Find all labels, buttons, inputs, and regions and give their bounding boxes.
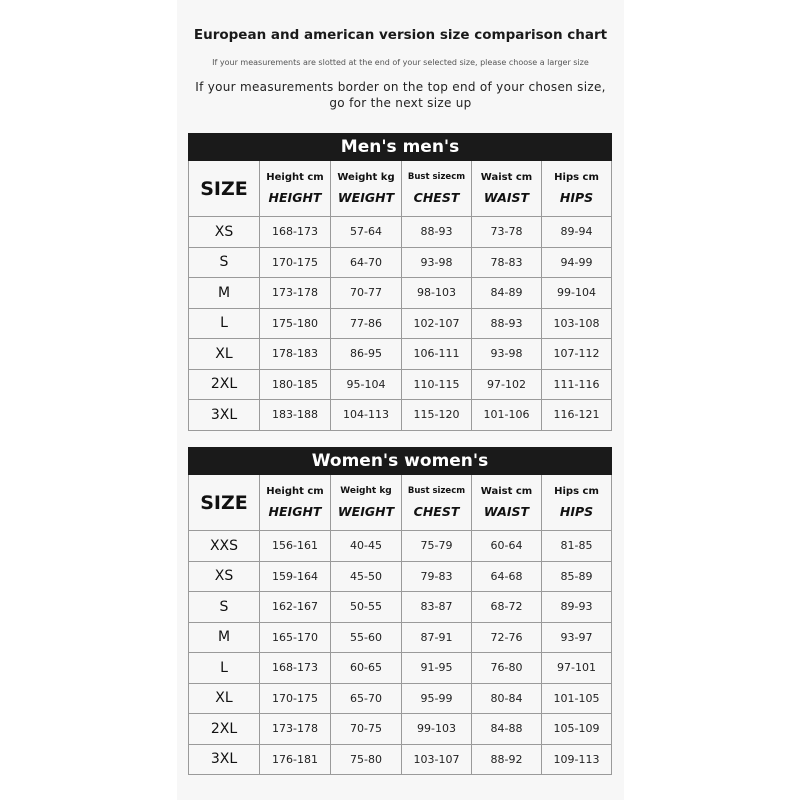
table-row	[189, 531, 612, 562]
women-table-body	[189, 531, 612, 775]
table-row	[189, 339, 612, 370]
size-cell: S	[189, 592, 260, 623]
table-cell: 64-70	[331, 247, 402, 278]
men-table-body	[189, 217, 612, 431]
table-cell: 89-93	[542, 592, 612, 623]
size-cell: 3XL	[189, 400, 260, 431]
table-cell: 178-183	[260, 339, 331, 370]
women-size-table	[188, 447, 612, 775]
size-advice-line1: If your measurements border on the top end of your chosen size,	[195, 80, 606, 94]
table-cell: 175-180	[260, 308, 331, 339]
size-advice	[177, 79, 624, 111]
table-cell: 115-120	[402, 400, 472, 431]
men-table-title: Men's men's	[189, 134, 612, 161]
size-cell: M	[189, 278, 260, 309]
table-row	[189, 278, 612, 309]
table-cell: 91-95	[402, 653, 472, 684]
table-cell: 95-104	[331, 369, 402, 400]
table-row	[189, 653, 612, 684]
table-cell: 99-103	[402, 714, 472, 745]
women-table-title: Women's women's	[189, 448, 612, 475]
table-cell: 180-185	[260, 369, 331, 400]
table-cell: 70-75	[331, 714, 402, 745]
size-cell: M	[189, 622, 260, 653]
table-cell: 88-93	[472, 308, 542, 339]
table-cell: 103-108	[542, 308, 612, 339]
size-header: SIZE	[189, 475, 260, 531]
table-cell: 79-83	[402, 561, 472, 592]
chest-header: Bust sizecm CHEST	[402, 161, 472, 217]
table-cell: 101-106	[472, 400, 542, 431]
size-cell: XS	[189, 217, 260, 248]
chest-header: Bust sizecm CHEST	[402, 475, 472, 531]
table-cell: 83-87	[402, 592, 472, 623]
table-cell: 72-76	[472, 622, 542, 653]
size-header: SIZE	[189, 161, 260, 217]
table-row	[189, 217, 612, 248]
table-cell: 70-77	[331, 278, 402, 309]
table-cell: 77-86	[331, 308, 402, 339]
table-cell: 104-113	[331, 400, 402, 431]
table-cell: 40-45	[331, 531, 402, 562]
table-cell: 86-95	[331, 339, 402, 370]
table-row	[189, 683, 612, 714]
table-cell: 111-116	[542, 369, 612, 400]
table-cell: 60-64	[472, 531, 542, 562]
table-cell: 95-99	[402, 683, 472, 714]
size-advice-line2: go for the next size up	[329, 96, 472, 110]
table-cell: 76-80	[472, 653, 542, 684]
table-cell: 170-175	[260, 247, 331, 278]
table-cell: 89-94	[542, 217, 612, 248]
men-header-row	[189, 161, 612, 217]
table-row	[189, 714, 612, 745]
table-cell: 103-107	[402, 744, 472, 775]
women-header-row	[189, 475, 612, 531]
waist-header: Waist cm WAIST	[472, 161, 542, 217]
table-cell: 106-111	[402, 339, 472, 370]
table-row	[189, 369, 612, 400]
size-cell: 2XL	[189, 714, 260, 745]
size-cell: S	[189, 247, 260, 278]
table-row	[189, 308, 612, 339]
table-cell: 107-112	[542, 339, 612, 370]
table-cell: 156-161	[260, 531, 331, 562]
size-cell: L	[189, 308, 260, 339]
size-cell: XXS	[189, 531, 260, 562]
size-cell: XL	[189, 683, 260, 714]
table-cell: 99-104	[542, 278, 612, 309]
table-cell: 75-79	[402, 531, 472, 562]
table-cell: 85-89	[542, 561, 612, 592]
table-row	[189, 561, 612, 592]
table-row	[189, 622, 612, 653]
height-header: Height cm HEIGHT	[260, 475, 331, 531]
table-cell: 94-99	[542, 247, 612, 278]
table-row	[189, 744, 612, 775]
size-note: If your measurements are slotted at the end of your selected size, please choose a larger size	[212, 58, 589, 67]
hips-header: Hips cm HIPS	[542, 475, 612, 531]
table-cell: 64-68	[472, 561, 542, 592]
table-cell: 87-91	[402, 622, 472, 653]
weight-header: Weight kg WEIGHT	[331, 475, 402, 531]
table-cell: 109-113	[542, 744, 612, 775]
table-cell: 65-70	[331, 683, 402, 714]
size-cell: L	[189, 653, 260, 684]
table-cell: 97-102	[472, 369, 542, 400]
table-cell: 93-98	[402, 247, 472, 278]
table-cell: 170-175	[260, 683, 331, 714]
table-cell: 105-109	[542, 714, 612, 745]
table-cell: 183-188	[260, 400, 331, 431]
size-cell: XL	[189, 339, 260, 370]
table-cell: 75-80	[331, 744, 402, 775]
table-cell: 168-173	[260, 217, 331, 248]
table-cell: 73-78	[472, 217, 542, 248]
table-cell: 88-93	[402, 217, 472, 248]
table-cell: 97-101	[542, 653, 612, 684]
weight-header: Weight kg WEIGHT	[331, 161, 402, 217]
hips-header: Hips cm HIPS	[542, 161, 612, 217]
table-cell: 84-89	[472, 278, 542, 309]
table-cell: 173-178	[260, 278, 331, 309]
table-cell: 116-121	[542, 400, 612, 431]
table-cell: 165-170	[260, 622, 331, 653]
table-cell: 176-181	[260, 744, 331, 775]
table-cell: 110-115	[402, 369, 472, 400]
table-cell: 98-103	[402, 278, 472, 309]
table-row	[189, 400, 612, 431]
table-cell: 55-60	[331, 622, 402, 653]
table-cell: 173-178	[260, 714, 331, 745]
table-cell: 93-97	[542, 622, 612, 653]
table-cell: 57-64	[331, 217, 402, 248]
table-cell: 159-164	[260, 561, 331, 592]
height-header: Height cm HEIGHT	[260, 161, 331, 217]
table-cell: 102-107	[402, 308, 472, 339]
size-cell: 2XL	[189, 369, 260, 400]
size-cell: XS	[189, 561, 260, 592]
table-cell: 84-88	[472, 714, 542, 745]
table-row	[189, 592, 612, 623]
table-cell: 45-50	[331, 561, 402, 592]
table-row	[189, 247, 612, 278]
table-cell: 81-85	[542, 531, 612, 562]
table-cell: 78-83	[472, 247, 542, 278]
table-cell: 60-65	[331, 653, 402, 684]
table-cell: 88-92	[472, 744, 542, 775]
size-cell: 3XL	[189, 744, 260, 775]
table-cell: 168-173	[260, 653, 331, 684]
table-cell: 68-72	[472, 592, 542, 623]
table-cell: 101-105	[542, 683, 612, 714]
men-size-table	[188, 133, 612, 431]
waist-header: Waist cm WAIST	[472, 475, 542, 531]
table-cell: 162-167	[260, 592, 331, 623]
table-cell: 80-84	[472, 683, 542, 714]
table-cell: 50-55	[331, 592, 402, 623]
page-title: European and american version size comparison chart	[193, 27, 608, 43]
table-cell: 93-98	[472, 339, 542, 370]
